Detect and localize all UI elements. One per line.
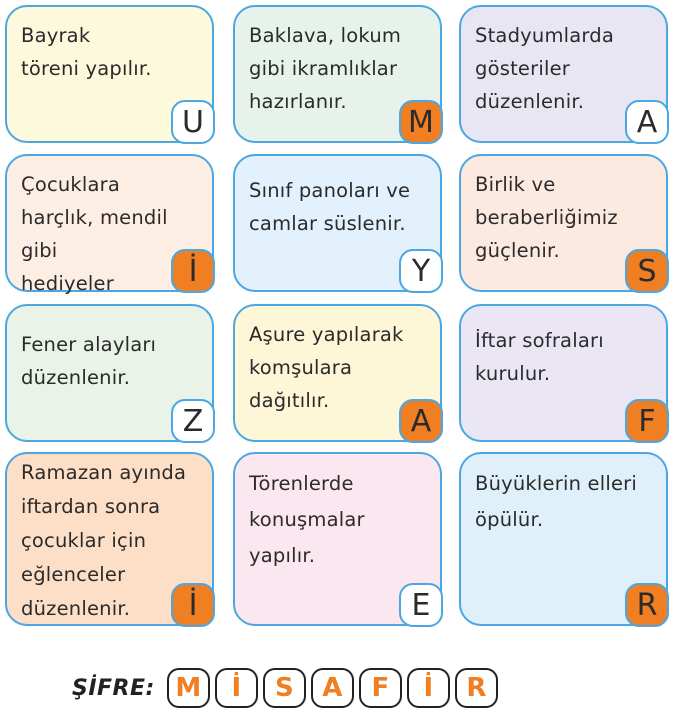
- password-letter-2: İ: [215, 668, 258, 708]
- password-letter-5: F: [359, 668, 402, 708]
- card-letter: M: [399, 100, 443, 144]
- card-text: Fener alayları düzenlenir.: [21, 333, 157, 389]
- card-11: [233, 452, 442, 626]
- card-2: [233, 5, 442, 143]
- password-letter-6: İ: [407, 668, 450, 708]
- password-letter-3: S: [263, 668, 306, 708]
- card-letter: A: [625, 100, 669, 144]
- password-letter-4: A: [311, 668, 354, 708]
- card-5: [233, 154, 442, 292]
- card-text: Baklava, lokum gibi ikramlıklar hazırlanır.: [249, 24, 402, 113]
- card-text: Aşure yapılarak komşulara dağıtılır.: [249, 323, 404, 412]
- card-10: [5, 452, 214, 626]
- password-letter-7: R: [455, 668, 498, 708]
- card-8: [233, 304, 442, 442]
- card-letter: İ: [171, 583, 215, 627]
- password-letter-1: M: [167, 668, 210, 708]
- card-text: Çocuklara harçlık, mendil gibi hediyeler: [21, 173, 168, 295]
- card-4: [5, 154, 214, 295]
- card-letter: E: [399, 583, 443, 627]
- card-3: [459, 5, 668, 143]
- card-text: Bayrak töreni yapılır.: [21, 24, 152, 80]
- card-text: İftar sofraları kurulur.: [475, 329, 604, 385]
- card-text: Törenlerde konuşmalar yapılır.: [249, 472, 365, 567]
- card-text: Birlik ve beraberliğimiz güçlenir.: [475, 173, 618, 262]
- card-letter: Z: [171, 399, 215, 443]
- card-text: Stadyumlarda gösteriler düzenlenir.: [475, 24, 615, 113]
- card-12: [459, 452, 668, 626]
- card-9: [459, 304, 668, 442]
- password-label: ŞİFRE:: [72, 675, 155, 701]
- card-text: Büyüklerin elleri öpülür.: [475, 472, 637, 531]
- card-text: Sınıf panoları ve camlar süslenir.: [249, 179, 411, 235]
- card-1: [5, 5, 214, 143]
- card-letter: İ: [171, 249, 215, 293]
- card-letter: Y: [399, 249, 443, 293]
- card-letter: U: [171, 100, 215, 144]
- card-letter: F: [625, 399, 669, 443]
- card-letter: R: [625, 583, 669, 627]
- password-row: [72, 666, 503, 710]
- card-letter: A: [399, 399, 443, 443]
- card-text: Ramazan ayında iftardan sonra çocuklar için eğlenceler düzenlenir.: [21, 461, 187, 620]
- card-letter: S: [625, 249, 669, 293]
- card-6: [459, 154, 668, 292]
- card-7: [5, 304, 214, 442]
